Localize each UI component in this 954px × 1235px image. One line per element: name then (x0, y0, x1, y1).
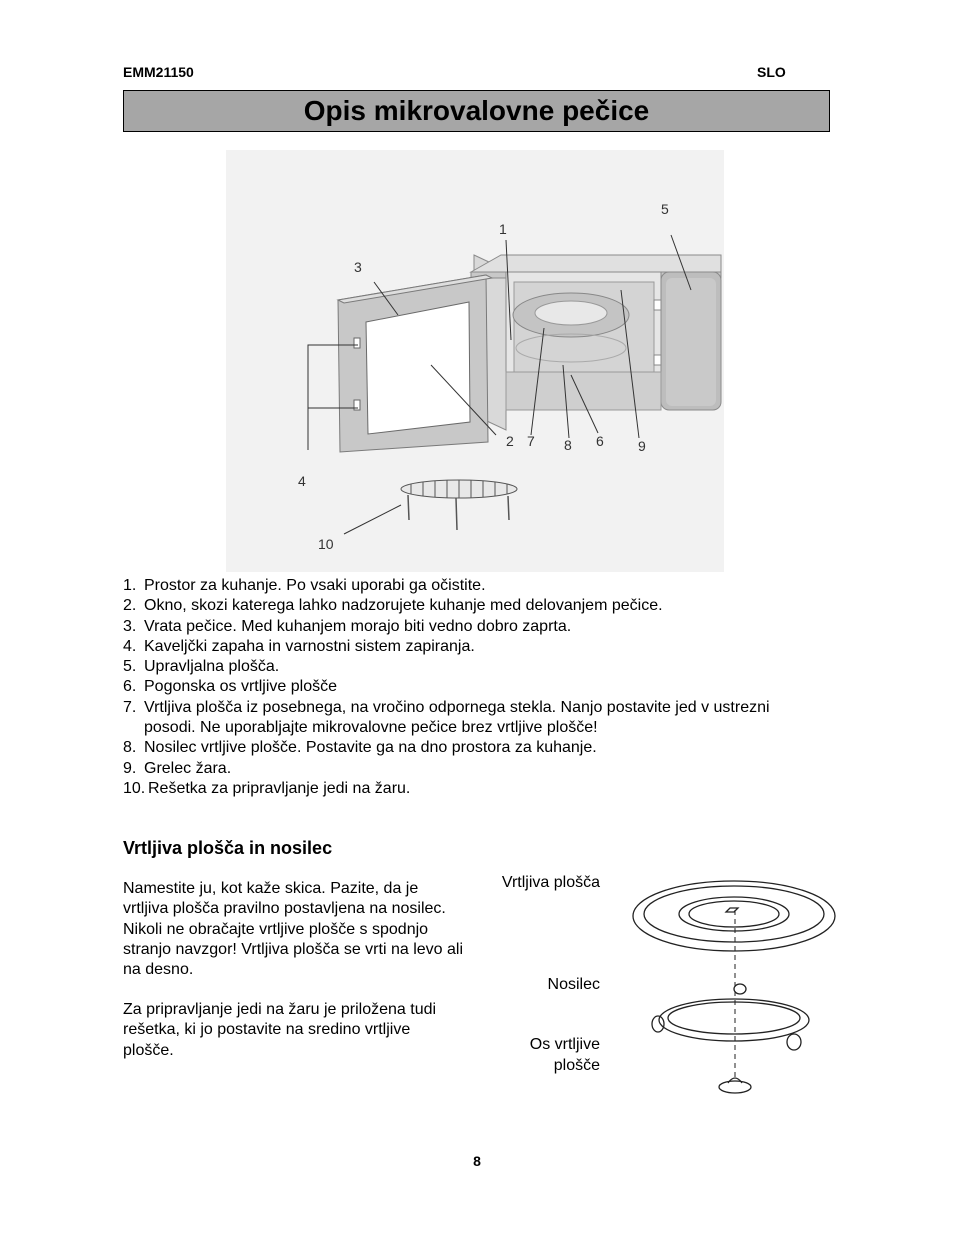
section-paragraph-1: Namestite ju, kot kaže skica. Pazite, da je vrtljiva plošča pravilno postavljena na nosilec. Nikoli ne obračajte vrtljive plošče s spodnjo stranjo navzgor! Vrtljiva plošča se vrti na levo ali na desno. (123, 880, 463, 979)
list-item: 5. Upravljalna plošča. (123, 658, 280, 676)
list-item: 6. Pogonska os vrtljive plošče (123, 678, 337, 696)
oven-floor (506, 372, 661, 410)
callout-6: 6 (596, 433, 604, 449)
language-code: SLO (757, 64, 786, 80)
page-title: Opis mikrovalovne pečice (303, 95, 650, 126)
plate-hub-icon (726, 908, 738, 912)
model-code: EMM21150 (123, 64, 194, 80)
plate-outer-icon (633, 881, 835, 951)
callout-3: 3 (354, 259, 362, 275)
turntable-plate-inner (535, 301, 607, 325)
list-item: 1. Prostor za kuhanje. Po vsaki uporabi ga očistite. (123, 577, 486, 594)
grill-rack-legs (408, 495, 509, 530)
callout-5: 5 (661, 201, 669, 217)
label-support: Nosilec (547, 976, 600, 993)
turntable-assembly-diagram (628, 870, 844, 1098)
page-title-box (123, 90, 830, 132)
label-turntable-plate: Vrtljiva plošča (501, 874, 600, 891)
list-item: 2. Okno, skozi katerega lahko nadzorujete kuhanje med delovanjem pečice. (123, 597, 663, 615)
microwave-illustration (226, 150, 724, 572)
roller-wheel-left-icon (652, 1016, 664, 1032)
door-hook-top (354, 338, 360, 348)
callout-9: 9 (638, 438, 646, 454)
page-number: 8 (473, 1153, 481, 1169)
label-axis-line1: Os vrtljive (529, 1036, 600, 1053)
callout-10: 10 (318, 536, 334, 552)
roller-wheel-top-icon (734, 984, 746, 994)
roller-support-outer-icon (659, 999, 809, 1041)
list-item: 4. Kaveljčki zapaha in varnostni sistem zapiranja. (123, 637, 475, 655)
parts-list (123, 576, 823, 799)
plate-center-icon (689, 901, 779, 927)
microwave-diagram (226, 150, 724, 572)
door-window (366, 302, 470, 434)
callout-1: 1 (499, 221, 507, 237)
list-item: 10. Rešetka za pripravljanje jedi na žaru. (123, 779, 411, 797)
list-item: 7. Vrtljiva plošča iz posebnega, na vročino odpornega stekla. Nanjo postavite jed v ustrezni posodi. Ne uporabljajte mikrovalovne pečice brez vrtljive plošče! (123, 698, 770, 737)
list-item: 3. Vrata pečice. Med kuhanjem morajo biti vedno dobro zaprta. (123, 617, 572, 635)
roller-wheel-right-icon (787, 1034, 801, 1050)
roller-support-inner-icon (668, 1002, 800, 1034)
latch-slot-bottom (654, 355, 661, 365)
drive-axis-icon (719, 1081, 751, 1093)
callout-8: 8 (564, 437, 572, 453)
label-axis-line2: plošče (553, 1057, 600, 1074)
plate-inner-icon (679, 897, 789, 931)
plate-rim-icon (644, 886, 824, 942)
callout-2: 2 (506, 433, 514, 449)
list-item: 9. Grelec žara. (123, 759, 232, 777)
control-panel-face (666, 278, 716, 406)
section-heading: Vrtljiva plošča in nosilec (123, 838, 333, 858)
callout-4: 4 (298, 473, 306, 489)
list-item: 8. Nosilec vrtljive plošče. Postavite ga na dno prostora za kuhanje. (123, 739, 597, 757)
latch-slot-top (654, 300, 661, 310)
section-paragraph-2: Za pripravljanje jedi na žaru je priložena tudi rešetka, ki jo postavite na sredino vrtljive plošče. (123, 1001, 437, 1059)
callout-7: 7 (527, 433, 535, 449)
